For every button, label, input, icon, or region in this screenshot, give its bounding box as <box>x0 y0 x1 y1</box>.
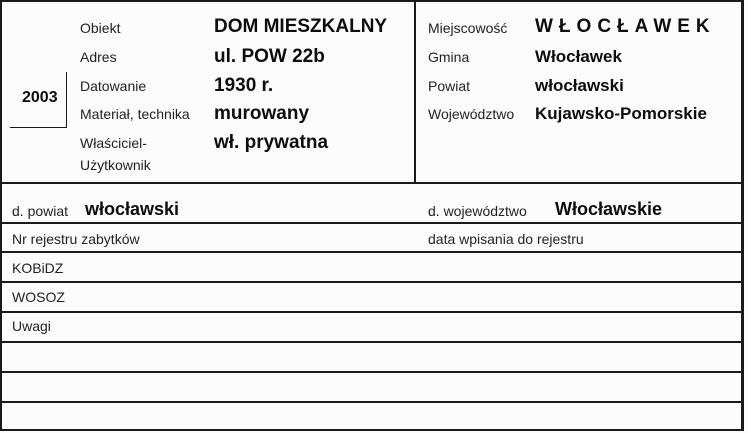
dating-label: Datowanie <box>80 78 147 94</box>
former-voivodeship-label: d. województwo <box>428 203 527 219</box>
row-line-2 <box>0 251 744 253</box>
commune-value: Włocławek <box>535 47 622 66</box>
locality-value: WŁOCŁAWEK <box>535 16 716 37</box>
row-line-1 <box>0 222 744 224</box>
remarks-label: Uwagi <box>12 318 51 334</box>
row-line-3 <box>0 281 744 283</box>
dating-value: 1930 r. <box>214 75 274 96</box>
voivodeship-label: Województwo <box>428 106 515 122</box>
header-bottom-line <box>0 182 744 184</box>
locality-label: Miejscowość <box>428 20 508 36</box>
wosoz-label: WOSOZ <box>12 289 65 305</box>
address-value: ul. POW 22b <box>214 46 325 67</box>
owner-label-line1: Właściciel- <box>80 135 147 151</box>
former-county-value: włocławski <box>85 199 180 219</box>
year-label: 2003 <box>22 89 58 106</box>
material-label: Materiał, technika <box>80 106 190 122</box>
owner-value: wł. prywatna <box>214 132 329 153</box>
object-label: Obiekt <box>80 20 121 36</box>
entry-date-label: data wpisania do rejestru <box>428 231 584 247</box>
former-county-label: d. powiat <box>12 203 69 219</box>
header-divider <box>414 0 416 183</box>
row-line-4 <box>0 311 744 313</box>
voivodeship-value: Kujawsko-Pomorskie <box>535 104 707 123</box>
county-label: Powiat <box>428 78 471 94</box>
row-line-7 <box>0 401 744 403</box>
county-value: włocławski <box>535 76 624 95</box>
year-box-right-border <box>66 72 67 128</box>
kobidz-label: KOBiDZ <box>12 260 64 276</box>
commune-label: Gmina <box>428 49 470 65</box>
owner-label-line2: Użytkownik <box>80 157 151 173</box>
row-line-5 <box>0 341 744 343</box>
address-label: Adres <box>80 49 117 65</box>
former-voivodeship-value: Włocławskie <box>555 199 663 219</box>
object-value: DOM MIESZKALNY <box>214 16 388 37</box>
registry-number-label: Nr rejestru zabytków <box>12 231 140 247</box>
row-line-6 <box>0 371 744 373</box>
material-value: murowany <box>214 103 310 124</box>
year-box-bottom-border <box>10 127 67 128</box>
